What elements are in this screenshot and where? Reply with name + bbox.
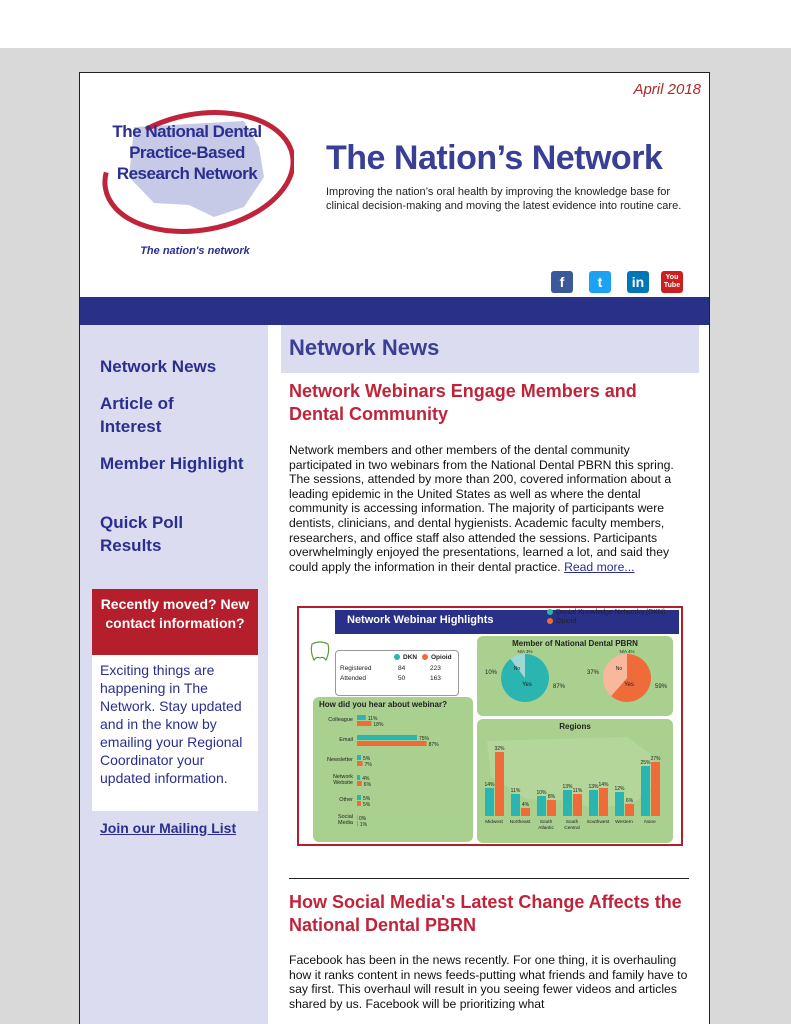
hear-value-dkn: 0% (359, 816, 367, 822)
hear-value-dkn: 5% (363, 756, 371, 762)
newsletter-subtitle: Improving the nation’s oral health by improving the knowledge base for clinical decision-making and moving the latest evidence into routine care. (326, 186, 682, 212)
join-mailing-list-link[interactable]: Join our Mailing List (100, 820, 237, 836)
article-title[interactable]: How Social Media's Latest Change Affects the National Dental PBRN (289, 892, 682, 935)
hear-category-label: Media (338, 820, 353, 826)
region-value-dkn: 14% (484, 782, 495, 788)
member-panel (477, 636, 673, 716)
stats-col-opioid: Opioid (422, 654, 452, 661)
tooth-icon (307, 638, 333, 664)
pie-na-label: N/A 3% (517, 649, 533, 654)
hear-bar-opioid (357, 821, 358, 826)
region-category-label: Northeast (509, 820, 531, 825)
region-bar-opioid (573, 794, 582, 816)
pie-no-label: 10% (484, 670, 497, 676)
article-title[interactable]: Network Webinars Engage Members and Dental Community (289, 381, 637, 424)
newsletter-frame (79, 72, 710, 1024)
sidebar-item-network-news[interactable]: Network News (100, 357, 217, 376)
region-bar-opioid (547, 800, 556, 816)
pie-yes-label: 59% (655, 684, 668, 690)
region-bar-dkn (615, 792, 624, 816)
regions-bar-chart (477, 731, 673, 843)
legend-opioid: Opioid (547, 618, 576, 625)
stats-col-dkn: DKN (394, 654, 417, 661)
hear-category-label: Other (339, 797, 353, 803)
linkedin-icon[interactable]: in (627, 271, 649, 293)
logo-tagline: The nation's network (140, 245, 250, 257)
regions-panel-title: Regions (559, 722, 591, 731)
member-pie-charts (477, 648, 673, 716)
region-value-dkn: 12% (614, 786, 625, 792)
stats-cell: 223 (430, 665, 441, 672)
region-value-opioid: 6% (625, 798, 634, 804)
region-category-label: Western (615, 820, 633, 825)
hear-category-label: Colleague (328, 717, 353, 723)
hear-panel (313, 697, 473, 842)
article-divider (289, 878, 689, 879)
hear-bar-opioid (357, 761, 363, 766)
region-value-opioid: 4% (521, 802, 530, 808)
recently-moved-body: Exciting things are happening in The Network. Stay updated and in the know by emailing your Regional Coordinator your updated information. (92, 655, 258, 811)
hear-value-opioid: 6% (363, 782, 372, 788)
region-value-dkn: 13% (588, 784, 599, 790)
region-value-dkn: 25% (640, 760, 651, 766)
regions-panel (477, 719, 673, 843)
pie-no-text: No (615, 666, 623, 672)
youtube-icon[interactable]: You Tube (661, 271, 683, 293)
read-more-link[interactable]: Read more... (564, 559, 635, 574)
webinar-infographic (297, 606, 683, 846)
stats-cell: 84 (398, 665, 406, 672)
hear-bar-dkn (357, 755, 361, 760)
sidebar-item-article-of-interest[interactable]: Article of Interest (100, 394, 174, 436)
region-value-dkn: 11% (510, 788, 521, 794)
sidebar-item-member-highlight[interactable]: Member Highlight (100, 454, 244, 473)
article-body-text: Network members and other members of the dental community participated in two webinars from the National Dental PBRN this spring. The sessions, attended by more than 200, covered information about a leading epidemic in the United States as well as where the dental community is accessing information. The majority of participants were dentists, clinicians, and dental hygienists. Academic faculty members, researchers, and office staff also attended the sessions. Participants overwhelmingly enjoyed the presentations, learned a lot, and said they could apply the information in their dental practice. (289, 443, 674, 574)
region-category-label: None (644, 820, 656, 825)
hear-bar-chart (313, 711, 473, 841)
hear-bar-dkn (357, 815, 358, 820)
region-value-opioid: 8% (547, 794, 556, 800)
region-value-dkn: 13% (562, 784, 573, 790)
hear-category-label: Email (339, 737, 353, 743)
region-bar-dkn (537, 796, 546, 816)
hear-value-dkn: 4% (362, 776, 370, 782)
pie-na-label: N/A 4% (619, 649, 635, 654)
stats-row-label: Registered (340, 665, 372, 672)
region-value-opioid: 11% (572, 788, 583, 794)
hear-value-opioid: 87% (428, 742, 439, 748)
stats-table (335, 650, 459, 696)
facebook-icon[interactable]: f (551, 271, 573, 293)
pie-yes-label: 87% (553, 684, 566, 690)
hear-bar-dkn (357, 735, 417, 740)
hear-category-label: Social (338, 814, 353, 820)
pie-yes-text: Yes (522, 682, 532, 688)
region-bar-dkn (641, 766, 650, 816)
hear-value-dkn: 11% (367, 716, 378, 722)
hear-bar-opioid (357, 781, 362, 786)
stats-cell: 50 (398, 675, 406, 682)
region-bar-opioid (521, 808, 530, 816)
hear-bar-opioid (357, 801, 361, 806)
region-category-label: Midwest (485, 820, 503, 825)
region-category-label: Southwest (586, 820, 610, 825)
legend-dkn: Dental Knowledge Networks (DKN) (547, 609, 665, 616)
region-bar-dkn (511, 794, 520, 816)
logo-title: The National Dental Practice-Based Research Network (112, 122, 262, 183)
region-value-opioid: 14% (598, 782, 609, 788)
region-bar-opioid (599, 788, 608, 816)
hear-bar-dkn (357, 775, 360, 780)
region-bar-opioid (625, 804, 634, 816)
recently-moved-heading: Recently moved? New contact information? (92, 589, 258, 655)
hear-bar-dkn (357, 795, 361, 800)
hear-bar-opioid (357, 741, 427, 746)
member-panel-title: Member of National Dental PBRN (512, 639, 638, 648)
sidebar-item-quick-poll-results[interactable]: Quick Poll Results (100, 513, 184, 555)
infographic-title: Network Webinar Highlights (347, 614, 494, 626)
region-category-label: South (565, 820, 579, 825)
hear-category-label: Newsletter (327, 757, 353, 763)
hear-value-opioid: 1% (359, 822, 368, 828)
region-category-label: Atlantic (538, 826, 554, 831)
region-bar-dkn (563, 790, 572, 816)
region-value-dkn: 10% (536, 790, 547, 796)
hear-value-dkn: 5% (363, 796, 371, 802)
header-divider-bar (80, 297, 710, 325)
hear-category-label: Website (333, 780, 353, 786)
hear-panel-title: How did you hear about webinar? (319, 700, 448, 709)
region-bar-dkn (485, 788, 494, 816)
hear-value-opioid: 5% (363, 802, 371, 808)
pie-yes-text: Yes (624, 682, 634, 688)
region-bar-opioid (495, 752, 504, 816)
region-bar-opioid (651, 762, 660, 816)
region-value-opioid: 32% (494, 746, 505, 752)
hear-value-dkn: 75% (419, 736, 430, 742)
section-header (281, 325, 699, 373)
region-category-label: South (539, 820, 553, 825)
article-body (289, 443, 693, 574)
stats-row-label: Attended (340, 675, 367, 682)
region-bar-dkn (589, 790, 598, 816)
pie-no-label: 37% (586, 670, 599, 676)
region-value-opioid: 27% (650, 756, 661, 762)
stats-cell: 163 (430, 675, 441, 682)
hear-value-opioid: 7% (364, 762, 372, 768)
issue-date: April 2018 (633, 81, 701, 98)
article-body: Facebook has been in the news recently. For one thing, it is overhauling how it ranks content in news feeds-putting what friends and family have to say first. This overhaul will result in you seeing fewer videos and articles shared by us. Facebook will be prioritizing what (289, 953, 688, 1011)
pie-no-text: No (513, 666, 521, 672)
hear-category-label: Network (332, 774, 353, 780)
section-title: Network News (289, 335, 440, 360)
hear-value-opioid: 18% (373, 722, 384, 728)
newsletter-title: The Nation’s Network (326, 139, 663, 177)
hear-bar-dkn (357, 715, 366, 720)
region-category-label: Central (564, 826, 580, 831)
twitter-icon[interactable]: t (589, 271, 611, 293)
